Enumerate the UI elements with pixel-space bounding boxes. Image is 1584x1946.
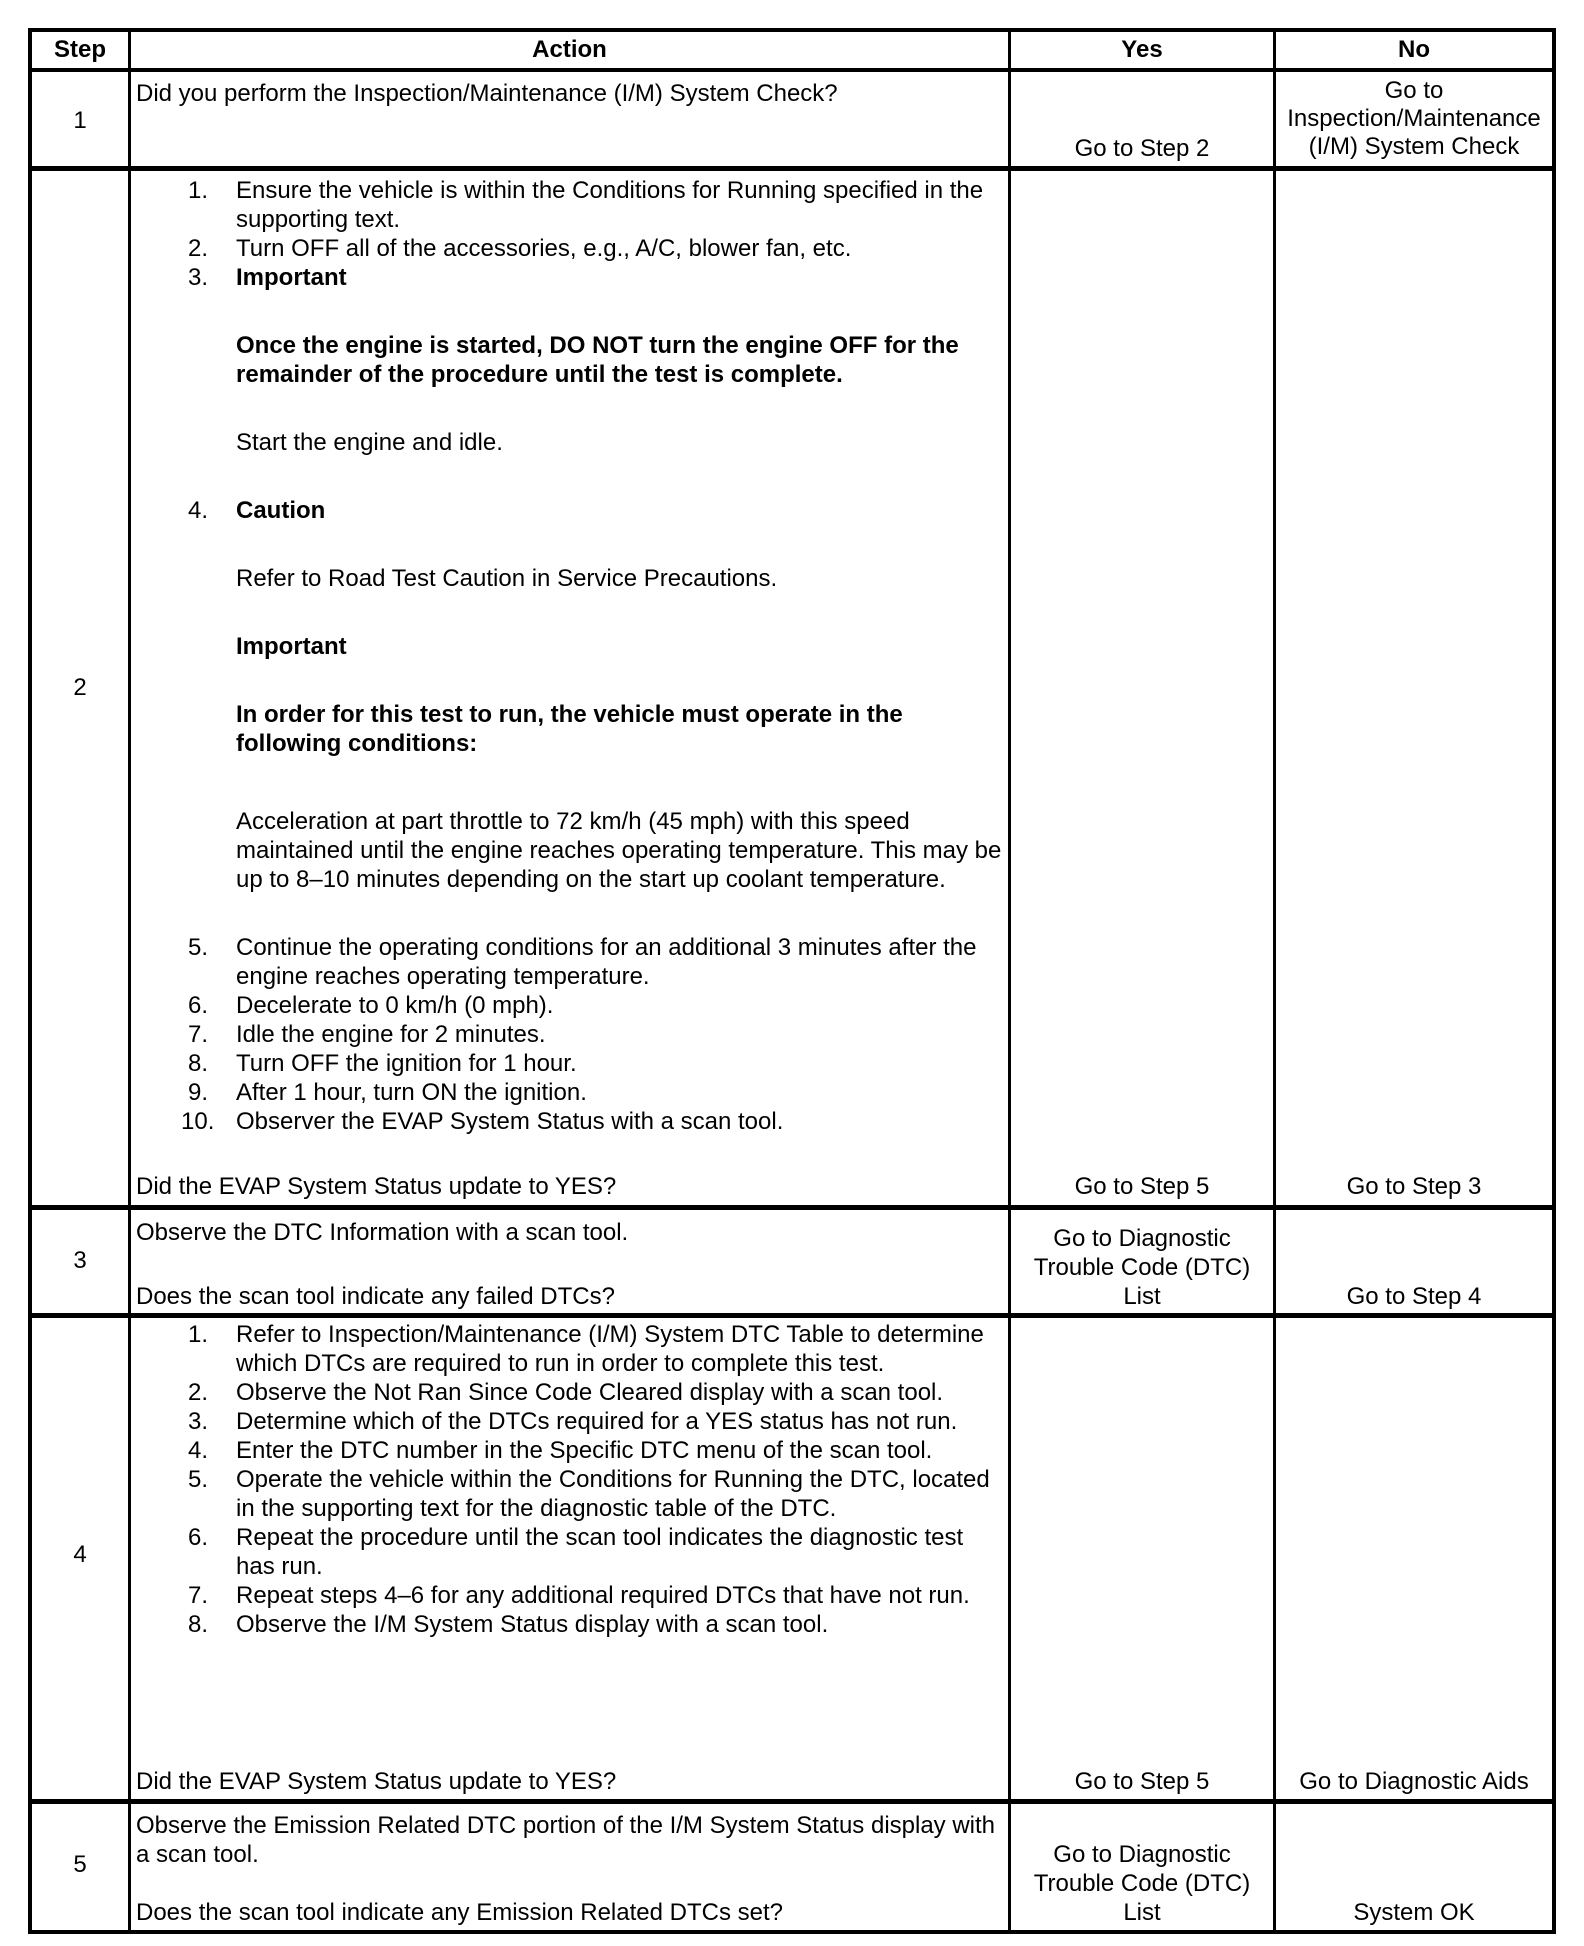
item-text: Turn OFF all of the accessories, e.g., A/C, blower fan, etc. xyxy=(236,235,852,262)
action-question: Did the EVAP System Status update to YES? xyxy=(136,1173,617,1200)
header-action: Action xyxy=(532,36,607,63)
item-number: 7. xyxy=(188,1582,209,1609)
caution-title: Caution xyxy=(236,497,326,524)
list-item xyxy=(136,1465,1008,1523)
item-text: Refer to Road Test Caution in Service Precautions. xyxy=(236,565,778,592)
important-title: Important xyxy=(236,264,347,291)
no-link[interactable]: Go to Diagnostic Aids xyxy=(1299,1768,1529,1795)
border-top xyxy=(28,28,1556,32)
item-text: Operate the vehicle within the Conditions for Running the DTC, located in the supporting text for the diagnostic table of the DTC. xyxy=(236,1466,990,1522)
step-number: 2 xyxy=(73,674,87,701)
step-number: 3 xyxy=(73,1247,87,1274)
list-item xyxy=(136,234,1008,263)
item-number: 4. xyxy=(188,497,209,524)
item-text: Ensure the vehicle is within the Conditions for Running specified in the supporting text. xyxy=(236,177,984,233)
no-link[interactable]: System OK xyxy=(1353,1899,1475,1926)
action-question: Does the scan tool indicate any Emission Related DTCs set? xyxy=(136,1899,783,1926)
no-link-line: (I/M) System Check xyxy=(1308,133,1520,160)
list-item xyxy=(136,1581,1008,1610)
yes-link-line: Trouble Code (DTC) xyxy=(1033,1254,1251,1281)
yes-link-line: Trouble Code (DTC) xyxy=(1033,1870,1251,1897)
item-text: Observer the EVAP System Status with a scan tool. xyxy=(236,1108,784,1135)
item-text: Refer to Inspection/Maintenance (I/M) System DTC Table to determine which DTCs are required to run in order to complete this test. xyxy=(236,1321,984,1377)
item-number: 8. xyxy=(188,1050,209,1077)
item-text: Continue the operating conditions for an additional 3 minutes after the engine reaches operating temperature. xyxy=(236,934,977,990)
no-link-line: Go to xyxy=(1384,77,1444,104)
action-question: Does the scan tool indicate any failed DTCs? xyxy=(136,1283,615,1310)
item-text: Idle the engine for 2 minutes. xyxy=(236,1021,546,1048)
header-no: No xyxy=(1398,36,1430,63)
important-note: Once the engine is started, DO NOT turn the engine OFF for the remainder of the procedure until the test is complete. xyxy=(236,332,959,388)
item-text: Repeat the procedure until the scan tool indicates the diagnostic test has run. xyxy=(236,1524,964,1580)
list-item xyxy=(136,991,1008,1020)
item-text: Observe the I/M System Status display with a scan tool. xyxy=(236,1611,829,1638)
important-title: Important xyxy=(236,633,347,660)
yes-link-line: Go to Diagnostic xyxy=(1053,1841,1231,1868)
item-text: Determine which of the DTCs required for a YES status has not run. xyxy=(236,1408,958,1435)
yes-link[interactable] xyxy=(1011,1840,1273,1927)
item-text: Turn OFF the ignition for 1 hour. xyxy=(236,1050,577,1077)
no-link[interactable] xyxy=(1276,77,1552,161)
header-step: Step xyxy=(53,36,106,63)
yes-link[interactable] xyxy=(1011,1224,1273,1311)
list-item xyxy=(136,1436,1008,1465)
diagnostic-table xyxy=(28,28,1556,1934)
list-item xyxy=(136,1407,1008,1436)
item-number: 5. xyxy=(188,1466,209,1493)
action-question: Did you perform the Inspection/Maintenance (I/M) System Check? xyxy=(136,80,838,107)
list-item xyxy=(136,1107,1008,1136)
item-text: Enter the DTC number in the Specific DTC menu of the scan tool. xyxy=(236,1437,933,1464)
row-divider xyxy=(28,1313,1556,1318)
item-number: 2. xyxy=(188,235,209,262)
item-number: 10. xyxy=(181,1108,215,1135)
list-item xyxy=(136,263,1008,457)
step-number: 5 xyxy=(73,1851,87,1878)
header-yes: Yes xyxy=(1121,36,1163,63)
item-number: 7. xyxy=(188,1021,209,1048)
row-divider xyxy=(28,68,1556,72)
border-right xyxy=(1552,28,1556,1934)
list-item xyxy=(136,496,1008,894)
border-left xyxy=(28,28,32,1934)
action-question: Did the EVAP System Status update to YES? xyxy=(136,1768,617,1795)
list-item xyxy=(136,933,1008,991)
item-number: 3. xyxy=(188,264,209,291)
border-bottom xyxy=(28,1930,1556,1934)
item-number: 5. xyxy=(188,934,209,961)
list-item xyxy=(136,176,1008,234)
yes-link-line: List xyxy=(1123,1283,1161,1310)
item-text: After 1 hour, turn ON the ignition. xyxy=(236,1079,587,1106)
list-item xyxy=(136,1078,1008,1107)
row-divider xyxy=(28,1205,1556,1210)
item-text: Observe the Not Ran Since Code Cleared display with a scan tool. xyxy=(236,1379,944,1406)
row-divider xyxy=(28,1799,1556,1804)
column-divider xyxy=(1008,28,1011,1934)
important-note: In order for this test to run, the vehicle must operate in the following conditions: xyxy=(236,701,903,757)
list-item xyxy=(136,1610,1008,1639)
item-number: 9. xyxy=(188,1079,209,1106)
item-number: 4. xyxy=(188,1437,209,1464)
step-number: 4 xyxy=(73,1541,87,1568)
item-number: 1. xyxy=(188,1321,209,1348)
no-link[interactable]: Go to Step 4 xyxy=(1346,1283,1482,1310)
no-link-line: Inspection/Maintenance xyxy=(1287,105,1541,132)
column-divider xyxy=(128,28,131,1934)
action-steps xyxy=(136,1320,1008,1639)
yes-link[interactable]: Go to Step 5 xyxy=(1074,1768,1210,1795)
item-number: 2. xyxy=(188,1379,209,1406)
item-text: Acceleration at part throttle to 72 km/h (45 mph) with this speed maintained until the engine reaches operating temperature. This may be up to 8–10 minutes depending on the start up coolant temperature. xyxy=(236,808,1002,893)
action-text: Observe the DTC Information with a scan tool. xyxy=(136,1219,629,1246)
item-number: 8. xyxy=(188,1611,209,1638)
item-text: Start the engine and idle. xyxy=(236,429,503,456)
action-text: Observe the Emission Related DTC portion of the I/M System Status display with a scan tool. xyxy=(136,1812,996,1868)
item-number: 6. xyxy=(188,992,209,1019)
no-link[interactable]: Go to Step 3 xyxy=(1346,1173,1482,1200)
column-divider xyxy=(1273,28,1276,1934)
list-item xyxy=(136,1378,1008,1407)
yes-link-line: Go to Diagnostic xyxy=(1053,1225,1231,1252)
item-text: Decelerate to 0 km/h (0 mph). xyxy=(236,992,554,1019)
action-steps xyxy=(136,176,1008,1136)
item-text: Repeat steps 4–6 for any additional required DTCs that have not run. xyxy=(236,1582,970,1609)
list-item xyxy=(136,1049,1008,1078)
item-number: 1. xyxy=(188,177,209,204)
list-item xyxy=(136,1320,1008,1378)
list-item xyxy=(136,1523,1008,1581)
yes-link-line: List xyxy=(1123,1899,1161,1926)
row-divider xyxy=(28,166,1556,171)
step-number: 1 xyxy=(73,107,87,134)
item-number: 3. xyxy=(188,1408,209,1435)
item-number: 6. xyxy=(188,1524,209,1551)
list-item xyxy=(136,1020,1008,1049)
yes-link[interactable]: Go to Step 5 xyxy=(1074,1173,1210,1200)
yes-link[interactable]: Go to Step 2 xyxy=(1074,135,1210,162)
